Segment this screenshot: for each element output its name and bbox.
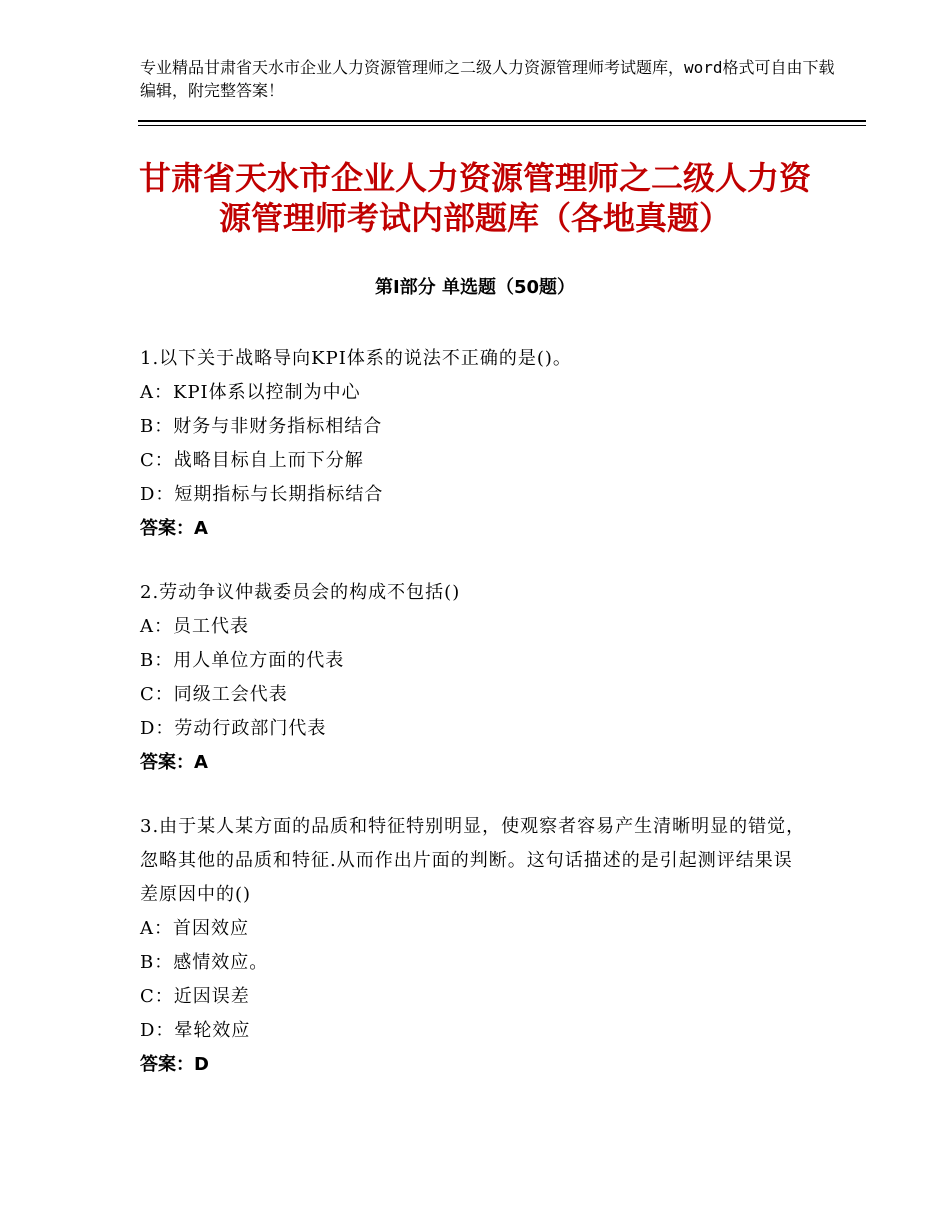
question-stem: 1.以下关于战略导向KPI体系的说法不正确的是()。 [140,348,572,369]
header-note: 专业精品甘肃省天水市企业人力资源管理师之二级人力资源管理师考试题库，word格式可自由下载编辑，附完整答案！ [140,58,835,100]
question-stem: 2.劳动争议仲裁委员会的构成不包括() [140,582,461,603]
option-b: B：财务与非财务指标相结合 [140,416,383,437]
question-3 [140,810,810,1082]
option-c: C：战略目标自上而下分解 [140,450,364,471]
answer-label: 答案：D [140,1054,209,1075]
option-a: A：首因效应 [140,918,249,939]
option-b: B：用人单位方面的代表 [140,650,345,671]
question-1 [140,342,810,546]
option-d: D：短期指标与长期指标结合 [140,484,384,505]
option-d: D：劳动行政部门代表 [140,718,327,739]
question-stem: 3.由于某人某方面的品质和特征特别明显，使观察者容易产生清晰明显的错觉，忽略其他的品质和特征.从而作出片面的判断。这句话描述的是引起测评结果误差原因中的() [140,816,806,905]
option-a: A：员工代表 [140,616,249,637]
question-2 [140,576,810,780]
option-b: B：感情效应。 [140,952,269,973]
option-c: C：同级工会代表 [140,684,288,705]
answer-label: 答案：A [140,518,208,539]
question-list [140,342,810,1112]
option-d: D：晕轮效应 [140,1020,251,1041]
option-a: A：KPI体系以控制为中心 [140,382,361,403]
document-title: 甘肃省天水市企业人力资源管理师之二级人力资源管理师考试内部题库（各地真题） [138,159,811,237]
answer-label: 答案：A [140,752,208,773]
header-divider [138,120,866,126]
option-c: C：近因误差 [140,986,250,1007]
section-heading: 第Ⅰ部分 单选题（50题） [374,277,575,298]
